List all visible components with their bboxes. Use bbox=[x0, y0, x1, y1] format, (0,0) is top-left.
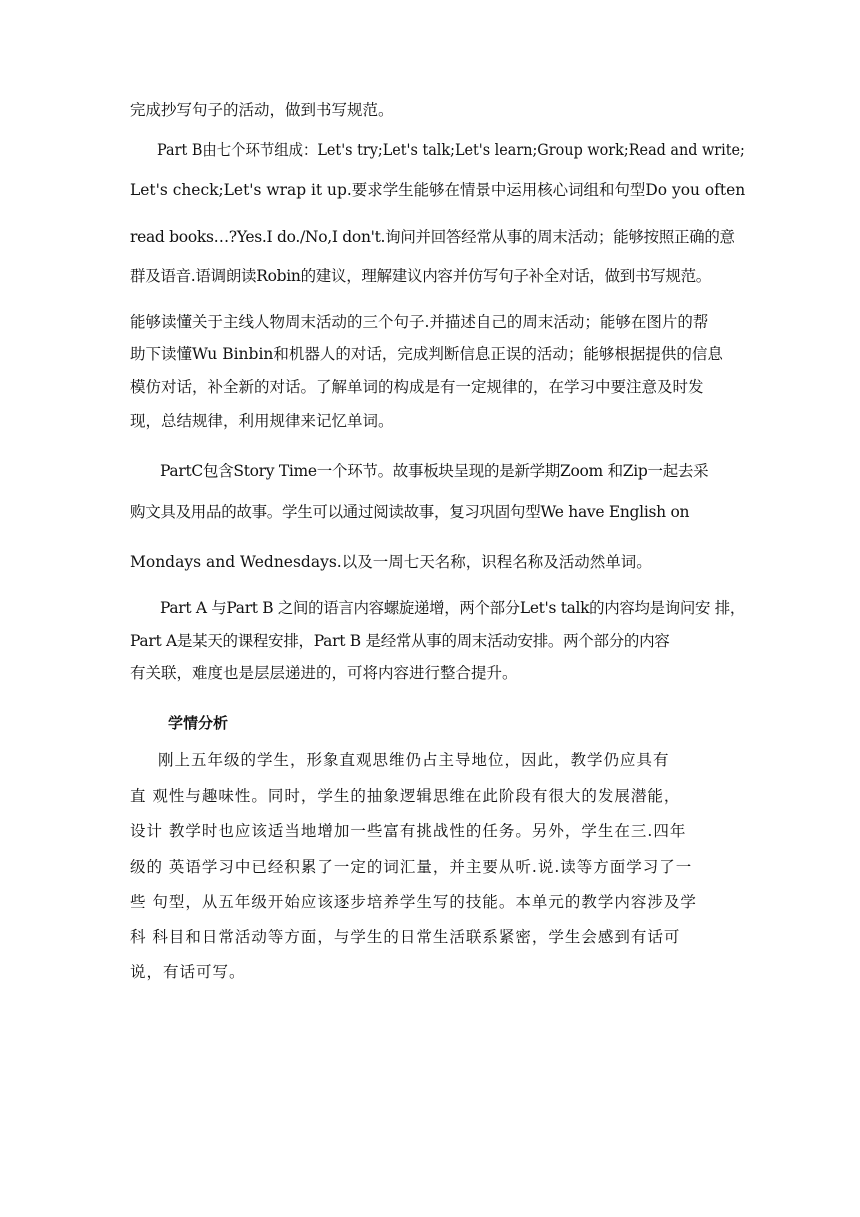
text-line: 设计 教学时也应该适当地增加一些富有挑战性的任务。另外，学生在三.四年 bbox=[130, 822, 687, 840]
text-line: 模仿对话，补全新的对话。了解单词的构成是有一定规律的，在学习中要注意及时发 bbox=[130, 378, 704, 396]
text-line: Mondays and Wednesdays.以及一周七天名称，识程名称及活动然单词。 bbox=[130, 553, 652, 571]
text-line: Part A 与Part B 之间的语言内容螺旋递增，两个部分Let's talk的内容均是询问安 排， bbox=[160, 599, 746, 617]
text-line: PartC包含Story Time一个环节。故事板块呈现的是新学期Zoom 和Zip一起去采 bbox=[160, 462, 709, 480]
section-heading: 学情分析 bbox=[168, 714, 229, 732]
text-line: 级的 英语学习中已经积累了一定的词汇量，并主要从听.说.读等方面学习了一 bbox=[130, 858, 693, 876]
text-line: 完成抄写句子的活动，做到书写规范。 bbox=[130, 101, 394, 119]
text-line: 购文具及用品的故事。学生可以通过阅读故事，复习巩固句型We have English on bbox=[130, 503, 690, 521]
text-line: read books…?Yes.I do./No,I don't.询问并回答经常从事的周末活动；能够按照正确的意 bbox=[130, 228, 735, 246]
text-line: Let's check;Let's wrap it up.要求学生能够在情景中运用核心词组和句型Do you often bbox=[130, 181, 746, 199]
text-line: 科 科目和日常活动等方面，与学生的日常生活联系紧密，学生会感到有话可 bbox=[130, 928, 681, 946]
text-line: 些 句型，从五年级开始应该逐步培养学生写的技能。本单元的教学内容涉及学 bbox=[130, 893, 697, 911]
text-line: 有关联，难度也是层层递进的，可将内容进行整合提升。 bbox=[130, 664, 518, 682]
text-line: 说，有话可写。 bbox=[130, 963, 246, 981]
text-line: 直 观性与趣味性。同时，学生的抽象逻辑思维在此阶段有很大的发展潜能， bbox=[130, 787, 681, 805]
text-line: 能够读懂关于主线人物周末活动的三个句子.并描述自己的周末活动；能够在图片的帮 bbox=[130, 313, 709, 331]
text-line: 助下读懂Wu Binbin和机器人的对话，完成判断信息正误的活动；能够根据提供的信息 bbox=[130, 345, 723, 363]
text-line: Part B由七个环节组成：Let's try;Let's talk;Let's learn;Group work;Read and write; bbox=[157, 141, 745, 159]
text-line: Part A是某天的课程安排，Part B 是经常从事的周末活动安排。两个部分的内容 bbox=[130, 632, 670, 650]
text-line: 刚上五年级的学生，形象直观思维仍占主导地位，因此，教学仍应具有 bbox=[158, 751, 670, 769]
text-line: 现，总结规律，利用规律来记忆单词。 bbox=[130, 412, 394, 430]
text-line: 群及语音.语调朗读Robin的建议，理解建议内容并仿写句子补全对话，做到书写规范。 bbox=[130, 267, 711, 285]
